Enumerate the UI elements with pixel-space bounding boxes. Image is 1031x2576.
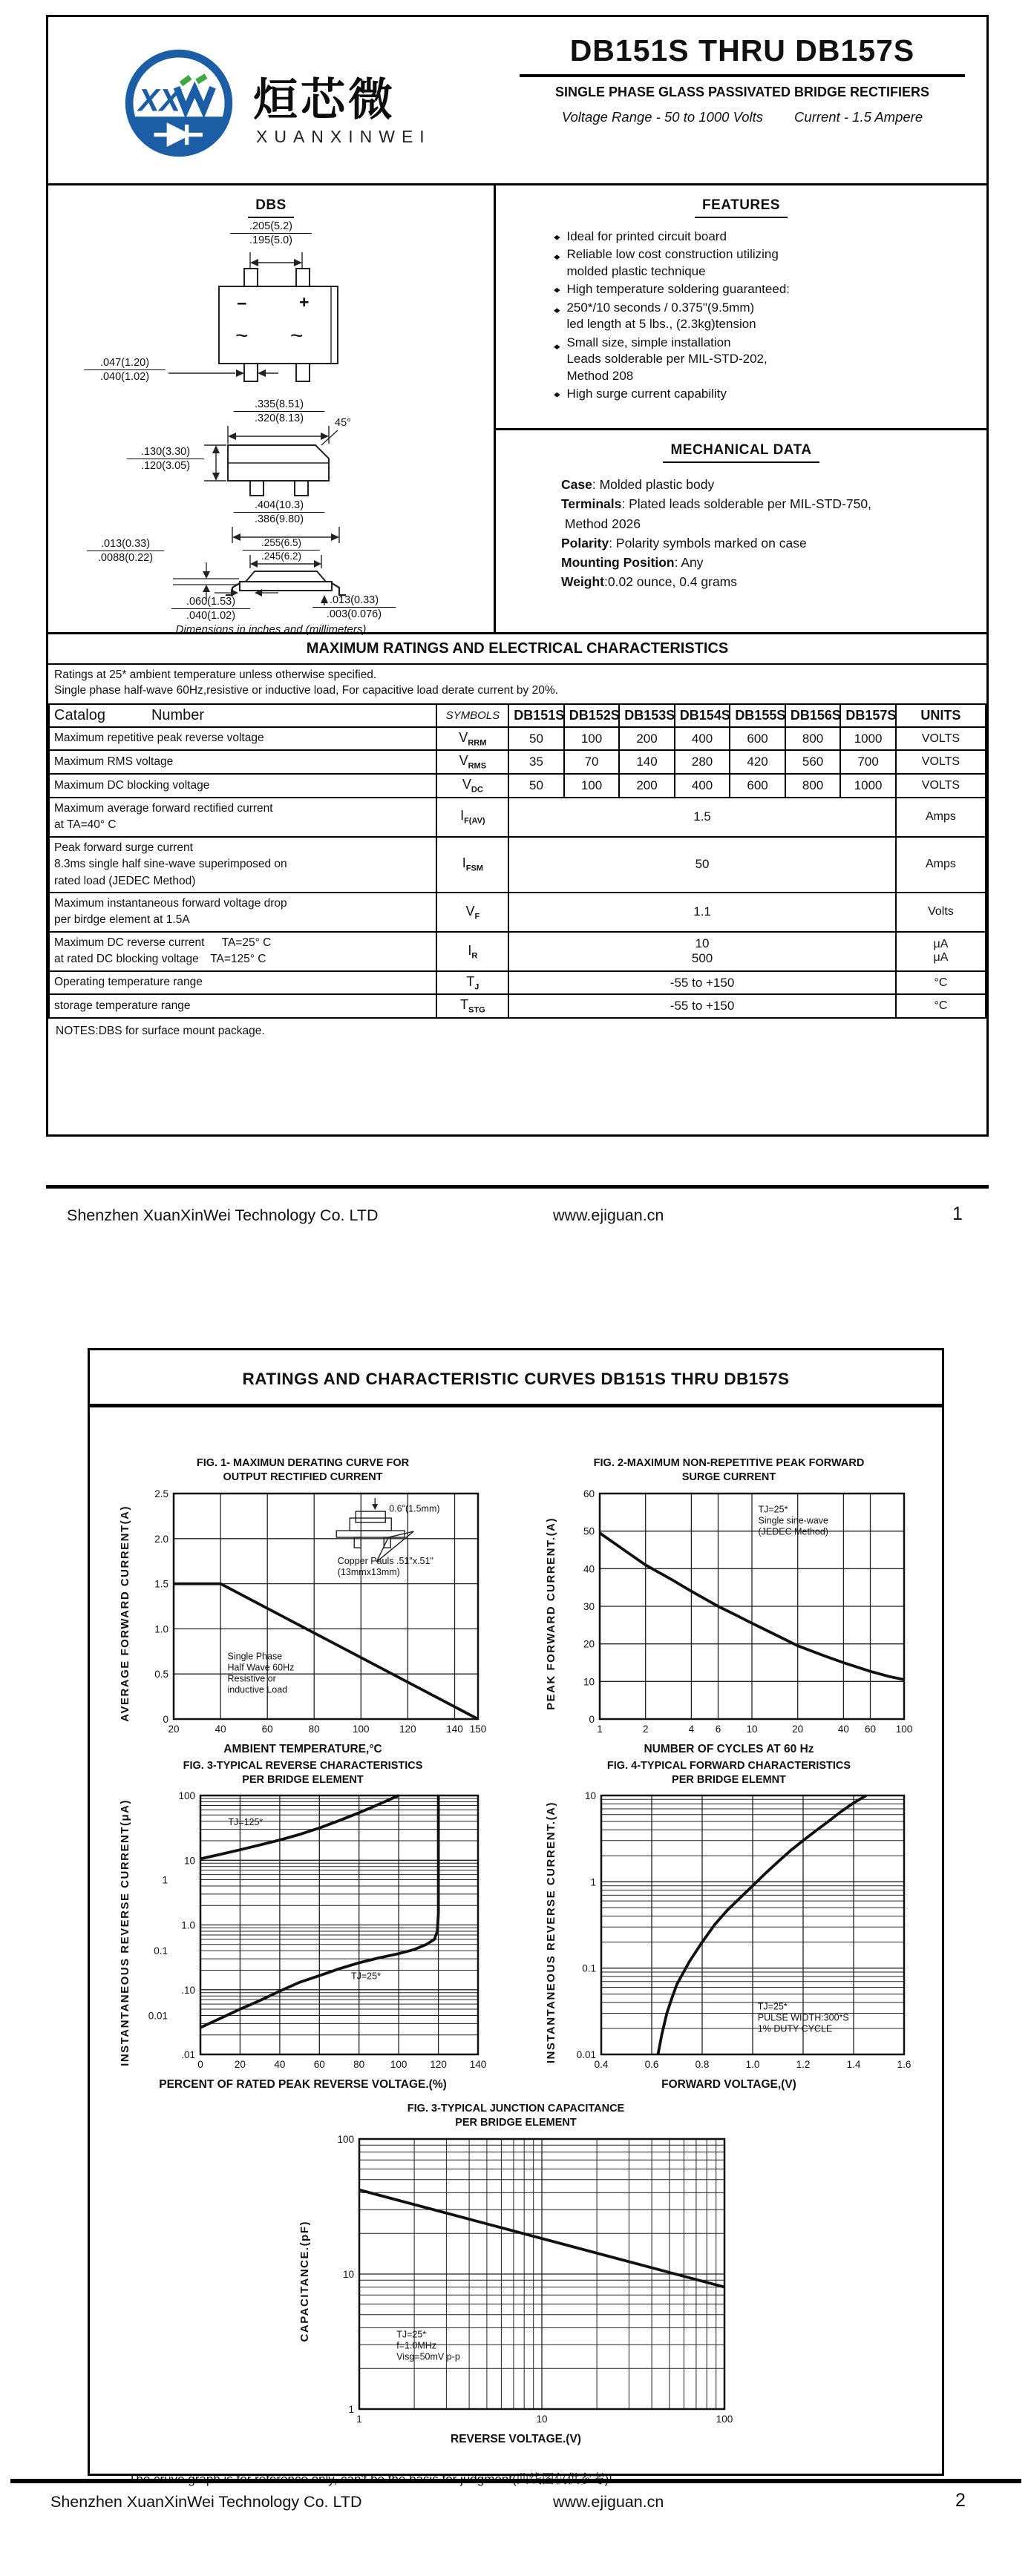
feature-item: ◆ Reliable low cost construction utilizing molded plastic technique [554, 247, 779, 278]
fig1-title: FIG. 1- MAXIMUN DERATING CURVE FOR OUTPUT RECTIFIED CURRENT [196, 1457, 410, 1483]
rating-value: 50 [508, 727, 564, 751]
svg-text:1.4: 1.4 [846, 2059, 861, 2071]
company-name-cn: 烜芯微 [253, 75, 396, 125]
dim-lead-pitch: .205(5.2) .195(5.0) [230, 220, 312, 247]
svg-text:Single Phase: Single Phase [227, 1651, 283, 1662]
datasheet-page-2 [88, 1348, 944, 2476]
svg-text:40: 40 [274, 2059, 286, 2071]
title-underline [520, 74, 965, 77]
rating-value: 35 [508, 750, 564, 774]
svg-text:140: 140 [446, 1723, 463, 1735]
svg-text:.10: .10 [181, 1985, 195, 1997]
dim-top-width: .255(6.5) .245(6.2) [243, 537, 320, 563]
col-catalog-number: Catalog Number [49, 704, 436, 727]
svg-text:60: 60 [583, 1488, 595, 1499]
dim-body-width: .335(8.51) .320(8.13) [234, 398, 324, 425]
dim-lead-thickness: .013(0.33) .0088(0.22) [87, 537, 164, 565]
diamond-bullet-icon: ◆ [554, 306, 560, 315]
svg-text:TJ=25*: TJ=25* [757, 2002, 788, 2013]
polarity-plus: + [299, 292, 310, 312]
svg-text:10: 10 [536, 2414, 548, 2425]
svg-text:10: 10 [584, 1790, 596, 1802]
rating-value: 140 [619, 750, 675, 774]
fig5-xlabel: REVERSE VOLTAGE.(V) [451, 2433, 581, 2446]
mechanical-row: Terminals: Plated leads solderable per MIL-STD-750, [561, 496, 871, 512]
rating-description: Maximum instantaneous forward voltage drop per birdge element at 1.5A [49, 893, 436, 932]
fig4-title: FIG. 4-TYPICAL FORWARD CHARACTERISTICS PER BRIDGE ELEMNT [606, 1759, 851, 1786]
svg-text:10: 10 [183, 1855, 195, 1867]
svg-text:0: 0 [163, 1713, 168, 1725]
rating-units: μA μA [896, 932, 986, 971]
svg-text:0.01: 0.01 [576, 2049, 596, 2061]
svg-text:PULSE WIDTH:300*S: PULSE WIDTH:300*S [757, 2013, 849, 2024]
footer-rule-1 [46, 1185, 989, 1189]
feature-item: ◆ Ideal for printed circuit board [554, 229, 727, 243]
svg-text:20: 20 [583, 1638, 595, 1650]
rating-symbol: $V_{RMS}$ [436, 750, 508, 774]
svg-text:1.0: 1.0 [745, 2059, 760, 2071]
fig1-xlabel: AMBIENT TEMPERATURE,°C [223, 1742, 382, 1755]
svg-text:Half Wave 60Hz: Half Wave 60Hz [227, 1662, 295, 1673]
diamond-bullet-icon: ◆ [554, 254, 560, 261]
fig2-title: FIG. 2-MAXIMUM NON-REPETITIVE PEAK FORWARD SURGE CURRENT [593, 1457, 865, 1483]
rating-value: 100 [564, 774, 620, 798]
rating-value: 700 [840, 750, 896, 774]
mechanical-row: Case: Molded plastic body [561, 477, 715, 492]
svg-text:1: 1 [356, 2414, 362, 2425]
feature-item: ◆ Small size, simple installation Leads solderable per MIL-STD-202, Method 208 [554, 335, 767, 383]
fig2-xlabel: NUMBER OF CYCLES AT 60 Hz [644, 1742, 814, 1755]
mechanical-row: Mounting Position: Any [561, 555, 704, 570]
rating-description: Maximum repetitive peak reverse voltage [49, 727, 436, 751]
svg-text:TJ=25*: TJ=25* [351, 1971, 381, 1982]
svg-text:0.8: 0.8 [695, 2059, 710, 2071]
svg-text:1% DUTY CYCLE: 1% DUTY CYCLE [757, 2024, 833, 2035]
svg-text:Resistive or: Resistive or [227, 1673, 276, 1684]
rating-description: Maximum RMS voltage [49, 750, 436, 774]
diamond-bullet-icon: ◆ [554, 286, 560, 295]
ratings-heading: MAXIMUM RATINGS AND ELECTRICAL CHARACTERISTICS [48, 634, 986, 665]
current-rating: Current - 1.5 Ampere [794, 109, 923, 125]
company-logo-icon [122, 47, 235, 160]
svg-text:inductive Load: inductive Load [227, 1684, 288, 1695]
package-drawing-section [48, 185, 494, 636]
fig1-derating-chart [119, 1456, 487, 1756]
col-units: UNITS [896, 704, 986, 727]
svg-text:TJ=25*: TJ=25* [396, 2329, 427, 2340]
ratings-row [49, 750, 986, 774]
ratings-row [49, 774, 986, 798]
ac-mark-1: ~ [235, 323, 249, 348]
voltage-current-line [501, 109, 983, 125]
svg-text:100: 100 [337, 2134, 354, 2146]
svg-text:120: 120 [399, 1723, 416, 1735]
feature-item: ◆ High temperature soldering guaranteed: [554, 282, 790, 297]
svg-text:2: 2 [642, 1723, 649, 1735]
ratings-header-row [49, 704, 986, 727]
rating-value: 280 [675, 750, 730, 774]
rating-symbol: $V_F$ [436, 893, 508, 932]
svg-text:50: 50 [583, 1525, 595, 1537]
fig5-capacitance-chart [298, 2102, 733, 2446]
col-part-db157s: DB157S [840, 704, 896, 727]
rating-units: Amps [896, 837, 986, 893]
svg-text:1.0: 1.0 [154, 1623, 168, 1635]
svg-text:100: 100 [178, 1790, 195, 1802]
svg-text:4: 4 [688, 1723, 695, 1735]
package-name: DBS [248, 197, 294, 218]
svg-text:100: 100 [895, 1723, 913, 1735]
ac-mark-2: ~ [290, 323, 304, 348]
rating-value: 420 [730, 750, 785, 774]
rating-value: 400 [675, 774, 730, 798]
svg-text:TJ=25*: TJ=25* [758, 1503, 788, 1514]
rating-value: 600 [730, 774, 785, 798]
fig3-xlabel: PERCENT OF RATED PEAK REVERSE VOLTAGE.(%) [159, 2078, 447, 2092]
rating-value-span: 1.5 [508, 798, 896, 837]
rating-units: °C [896, 994, 986, 1018]
col-part-db152s: DB152S [564, 704, 620, 727]
chamfer-angle: 45° [335, 417, 351, 429]
ratings-row [49, 798, 986, 837]
rating-value: 800 [785, 774, 841, 798]
svg-text:1.5: 1.5 [154, 1578, 168, 1590]
ratings-table [48, 703, 986, 1019]
ratings-note-2: Single phase half-wave 60Hz,resistive or inductive load, For capacitive load derate current by 20%. [54, 683, 558, 697]
package-outline-drawing [63, 220, 479, 620]
svg-text:0.6"(1.5mm): 0.6"(1.5mm) [389, 1502, 440, 1514]
col-part-db155s: DB155S [730, 704, 785, 727]
fig4-ylabel: INSTANTANEOUS REVERSE CURRENT.(A) [545, 1801, 557, 2064]
svg-text:(JEDEC Method): (JEDEC Method) [758, 1525, 828, 1537]
svg-text:1.6: 1.6 [897, 2059, 911, 2071]
mechanical-row: Weight:0.02 ounce, 0.4 grams [561, 574, 738, 590]
footer-company-1: Shenzhen XuanXinWei Technology Co. LTD [67, 1206, 379, 1224]
mechanical-row: Polarity: Polarity symbols marked on case [561, 535, 807, 551]
features-heading: FEATURES [695, 197, 788, 218]
svg-text:0.5: 0.5 [154, 1668, 168, 1680]
ratings-row [49, 994, 986, 1018]
svg-text:10: 10 [583, 1675, 595, 1687]
rating-units: VOLTS [896, 750, 986, 774]
mechanical-list [561, 475, 986, 592]
fig4-forward-chart [545, 1759, 913, 2092]
rating-value: 1000 [840, 774, 896, 798]
features-section [496, 185, 986, 430]
diamond-bullet-icon: ◆ [554, 391, 560, 399]
svg-text:40: 40 [583, 1563, 595, 1574]
svg-text:1: 1 [597, 1723, 603, 1735]
svg-text:40: 40 [837, 1723, 849, 1735]
rating-description: Maximum DC reverse current TA=25° C at rated DC blocking voltage TA=125° C [49, 932, 436, 971]
rating-units: VOLTS [896, 774, 986, 798]
svg-text:Copper Pauls .51"x.51": Copper Pauls .51"x.51" [337, 1555, 433, 1566]
rating-value: 800 [785, 727, 841, 751]
footer-website-2: www.ejiguan.cn [553, 2493, 664, 2511]
fig4-plot [564, 1790, 913, 2075]
rating-value: 200 [619, 774, 675, 798]
polarity-minus: − [237, 294, 247, 313]
svg-text:0: 0 [197, 2059, 203, 2071]
svg-text:1.2: 1.2 [796, 2059, 811, 2071]
rating-description: Maximum DC blocking voltage [49, 774, 436, 798]
voltage-range: Voltage Range - 50 to 1000 Volts [561, 109, 764, 125]
dim-overall-width: .404(10.3) .386(9.80) [234, 499, 324, 526]
page-subtitle: SINGLE PHASE GLASS PASSIVATED BRIDGE RECTIFIERS [554, 85, 930, 99]
svg-text:1: 1 [348, 2404, 354, 2416]
rating-value-span: -55 to +150 [508, 994, 896, 1018]
svg-text:.01: .01 [181, 2049, 195, 2061]
svg-text:30: 30 [583, 1600, 595, 1612]
svg-text:0.1: 0.1 [154, 1945, 168, 1957]
col-part-db156s: DB156S [785, 704, 841, 727]
rating-description: Peak forward surge current 8.3ms single half sine-wave superimposed on rated load (JEDEC Method) [49, 837, 436, 893]
footer-company-2: Shenzhen XuanXinWei Technology Co. LTD [50, 2493, 362, 2511]
ratings-row [49, 971, 986, 995]
fig2-surge-chart [545, 1456, 913, 1756]
svg-text:Single sine-wave: Single sine-wave [758, 1514, 828, 1525]
svg-text:Visg=50mV p-p: Visg=50mV p-p [396, 2351, 460, 2362]
mechanical-data-section [496, 430, 986, 632]
rating-value: 400 [675, 727, 730, 751]
diamond-bullet-icon: ◆ [554, 343, 560, 351]
fig5-plot [318, 2133, 733, 2430]
rating-symbol: $V_{DC}$ [436, 774, 508, 798]
features-list [554, 229, 986, 402]
dim-body-height: .130(3.30) .120(3.05) [127, 445, 204, 473]
page-title: DB151S THRU DB157S [569, 33, 915, 68]
svg-text:120: 120 [430, 2059, 447, 2071]
rating-symbol: $I_R$ [436, 932, 508, 971]
fig5-title: FIG. 3-TYPICAL JUNCTION CAPACITANCE PER BRIDGE ELEMENT [407, 2103, 625, 2129]
ratings-row [49, 837, 986, 893]
svg-text:100: 100 [390, 2059, 408, 2071]
rating-units: Amps [896, 798, 986, 837]
rating-symbol: $V_{RRM}$ [436, 727, 508, 751]
feature-item: ◆ 250*/10 seconds / 0.375"(9.5mm) led length at 5 lbs., (2.3kg)tension [554, 300, 756, 332]
rating-description: Operating temperature range [49, 971, 436, 995]
ratings-row [49, 727, 986, 751]
rating-symbol: $T_J$ [436, 971, 508, 995]
rating-value: 100 [564, 727, 620, 751]
rating-description: Maximum average forward rectified current at TA=40° C [49, 798, 436, 837]
svg-text:XX: XX [138, 82, 181, 119]
col-symbols: SYMBOLS [436, 704, 508, 727]
svg-text:6: 6 [715, 1723, 721, 1735]
svg-text:2.0: 2.0 [154, 1533, 168, 1545]
rating-value: 1000 [840, 727, 896, 751]
rating-value: 200 [619, 727, 675, 751]
svg-text:(13mmx13mm): (13mmx13mm) [337, 1566, 400, 1577]
svg-text:20: 20 [234, 2059, 246, 2071]
mechanical-heading: MECHANICAL DATA [663, 442, 819, 463]
rating-symbol: $I_{FSM}$ [436, 837, 508, 893]
rating-symbol: $T_{STG}$ [436, 994, 508, 1018]
footer-website-1: www.ejiguan.cn [553, 1206, 664, 1224]
svg-text:f=1.0MHz: f=1.0MHz [396, 2340, 437, 2351]
rating-value: 70 [564, 750, 620, 774]
svg-text:20: 20 [792, 1723, 804, 1735]
ratings-note-1: Ratings at 25* ambient temperature unless otherwise specified. [54, 668, 377, 681]
fig1-plot [138, 1488, 487, 1740]
svg-text:0.4: 0.4 [594, 2059, 609, 2071]
charts-grid [90, 1407, 942, 2449]
ratings-row [49, 893, 986, 932]
ratings-row [49, 932, 986, 971]
header [48, 17, 986, 185]
svg-text:100: 100 [353, 1723, 370, 1735]
footer-rule-2 [10, 2479, 1021, 2483]
svg-text:80: 80 [308, 1723, 320, 1735]
svg-text:40: 40 [215, 1723, 226, 1735]
fig3-ylabel: INSTANTANEOUS REVERSE CURRENT(μA) [119, 1798, 131, 2066]
page-number-2: 2 [955, 2490, 966, 2511]
feature-item: ◆ High surge current capability [554, 386, 727, 401]
rating-units: Volts [896, 893, 986, 932]
svg-text:150: 150 [469, 1723, 487, 1735]
rating-value: 600 [730, 727, 785, 751]
table-footnote: NOTES:DBS for surface mount package. [56, 1025, 265, 1038]
company-name-en: XUANXINWEI [256, 127, 431, 146]
rating-value-span: 10 500 [508, 932, 896, 971]
dim-standoff: .013(0.33) .003(0.076) [312, 594, 396, 621]
fig2-ylabel: PEAK FORWARD CURRENT.(A) [545, 1517, 557, 1710]
svg-text:10: 10 [342, 2269, 354, 2281]
svg-text:60: 60 [261, 1723, 273, 1735]
datasheet-page-1 [46, 15, 989, 1137]
page-number-1: 1 [952, 1203, 963, 1224]
dim-lead-length: .060(1.53) .040(1.02) [171, 595, 250, 622]
rating-value-span: -55 to +150 [508, 971, 896, 995]
rating-value: 560 [785, 750, 841, 774]
svg-text:0: 0 [589, 1713, 595, 1725]
svg-text:1: 1 [162, 1874, 168, 1886]
curves-heading: RATINGS AND CHARACTERISTIC CURVES DB151S THRU DB157S [90, 1350, 942, 1407]
rating-description: storage temperature range [49, 994, 436, 1018]
svg-text:0.6: 0.6 [644, 2059, 659, 2071]
rating-symbol: $I_{F(AV)}$ [436, 798, 508, 837]
svg-text:140: 140 [469, 2059, 487, 2071]
svg-text:60: 60 [864, 1723, 877, 1735]
svg-text:0.1: 0.1 [582, 1963, 596, 1975]
diamond-bullet-icon: ◆ [554, 234, 560, 242]
dim-lead-width: .047(1.20) .040(1.02) [84, 356, 166, 384]
fig1-ylabel: AVERAGE FORWARD CURRENT(A) [119, 1505, 131, 1722]
svg-text:100: 100 [716, 2414, 733, 2425]
fig3-reverse-chart [119, 1759, 487, 2092]
mechanical-row: Method 2026 [561, 516, 641, 531]
svg-text:1: 1 [590, 1876, 596, 1888]
rating-units: °C [896, 971, 986, 995]
rating-value: 50 [508, 774, 564, 798]
fig3-title: FIG. 3-TYPICAL REVERSE CHARACTERISTICS PER BRIDGE ELEMENT [183, 1759, 423, 1786]
rating-value-span: 1.1 [508, 893, 896, 932]
fig5-ylabel: CAPACITANCE.(pF) [298, 2221, 311, 2342]
col-part-db151s: DB151S [508, 704, 564, 727]
svg-text:60: 60 [313, 2059, 325, 2071]
svg-text:1.0: 1.0 [181, 1919, 195, 1931]
svg-text:80: 80 [353, 2059, 365, 2071]
rating-units: VOLTS [896, 727, 986, 751]
svg-text:2.5: 2.5 [154, 1488, 168, 1499]
fig2-plot [564, 1488, 913, 1740]
svg-text:0.01: 0.01 [148, 2010, 168, 2022]
package-caption: Dimensions in inches and (millimeters) [175, 623, 367, 636]
col-part-db153s: DB153S [619, 704, 675, 727]
svg-text:10: 10 [746, 1723, 758, 1735]
ratings-notes [48, 665, 986, 703]
rating-value-span: 50 [508, 837, 896, 893]
svg-text:TJ=125*: TJ=125* [228, 1817, 264, 1828]
col-part-db154s: DB154S [675, 704, 730, 727]
fig3-plot [138, 1790, 487, 2075]
fig4-xlabel: FORWARD VOLTAGE,(V) [661, 2078, 796, 2092]
svg-text:20: 20 [168, 1723, 180, 1735]
